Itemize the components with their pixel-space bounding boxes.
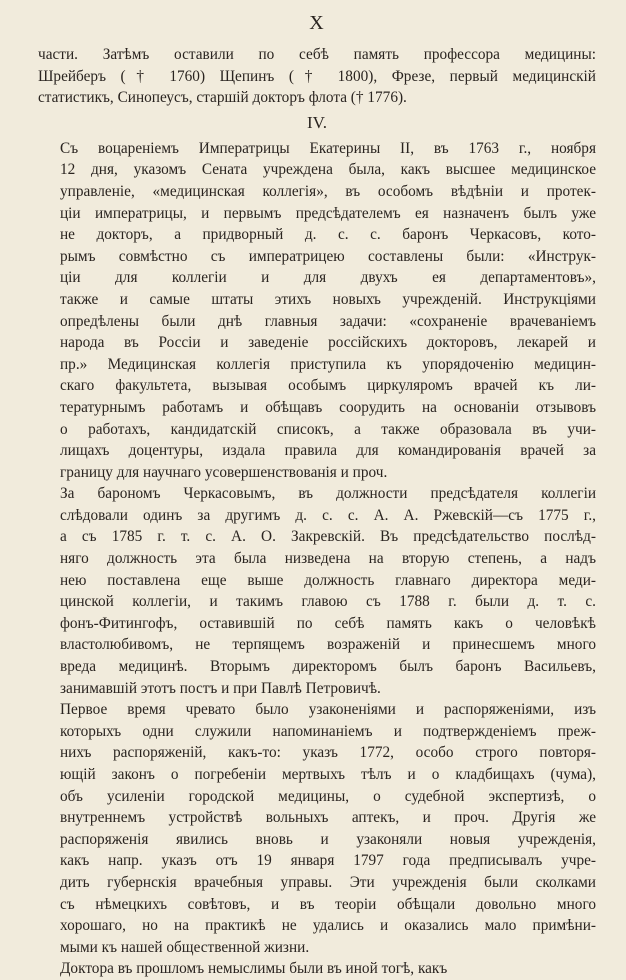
text-line: внутреннемъ устройствѣ вольныхъ аптекъ, и проч. Другія же [60, 809, 596, 827]
text-line: вреда медицинѣ. Вторымъ директоромъ былъ баронъ Васильевъ, [60, 658, 596, 676]
paragraph [38, 958, 596, 980]
text-line: ціи для коллегіи и для двухъ ея департаментовъ», [60, 269, 596, 287]
text-line: которыхъ одни служили напоминаніемъ и подтвержденіемъ преж- [60, 722, 596, 740]
text-line: занимавшій этотъ постъ и при Павлѣ Петровичѣ. [60, 679, 381, 697]
text-line: границу для научнаго усовершенствованія и проч. [60, 463, 388, 481]
text-line: хорошаго, но на практикѣ не удались и оказались мало примѣни- [60, 917, 596, 935]
text-line: не докторъ, а придворный д. с. с. баронъ Черкасовъ, кото- [60, 226, 596, 244]
text-line: ціи императрицы, и первымъ предсѣдателемъ ея назначенъ былъ уже [60, 204, 596, 222]
paragraph [38, 44, 596, 109]
text-line: также и самые штаты этихъ новыхъ учрежденій. Инструкціями [60, 290, 596, 308]
text-line: дить губернскія врачебныя управы. Эти учрежденія были сколками [60, 873, 596, 891]
text-line: статистикъ, Синопеусъ, старшій докторъ флота († 1776). [38, 89, 407, 107]
text-line: тературнымъ работамъ и обѣщавъ соорудить на основаніи отзывовъ [60, 398, 596, 416]
body-text [38, 44, 596, 980]
text-line: слѣдовали одинъ за другимъ д. с. с. А. А. Ржевскій—съ 1775 г., [60, 506, 596, 524]
text-line: цинской коллегіи, и такимъ главою съ 1788 г. были д. т. с. [60, 593, 596, 611]
text-line: распоряженія явились вновь и узаконяли новыя учрежденія, [60, 830, 596, 848]
text-line: Первое время чревато было узаконеніями и распоряженіями, изъ [60, 701, 596, 719]
text-line: фонъ-Фитингофъ, оставившій по себѣ память какъ о человѣкѣ [60, 614, 596, 632]
section-heading: IV. [307, 112, 327, 132]
text-line: объ усиленіи городской медицины, о судебной экспертизѣ, о [60, 787, 596, 805]
page-number: X [309, 12, 325, 34]
text-line: пр.» Медицинская коллегія приступила къ упорядоченію медицин- [60, 355, 596, 373]
text-line: опредѣлены были днѣ главныя задачи: «сохраненіе врачеваніемъ [60, 312, 596, 330]
text-line: какъ напр. указъ отъ 19 января 1797 года предписывалъ учре- [60, 852, 596, 870]
text-line: рымъ совмѣстно съ императрицею составлены были: «Инструк- [60, 247, 596, 265]
text-line: Съ воцареніемъ Императрицы Екатерины II, въ 1763 г., ноября [60, 139, 596, 157]
text-line: Шрейберъ († 1760) Щепинъ († 1800), Фрезе, первый медицинскій [38, 67, 596, 85]
text-line: За барономъ Черкасовымъ, въ должности предсѣдателя коллегіи [60, 485, 596, 503]
text-line: части. Затѣмъ оставили по себѣ память профессора медицины: [38, 46, 596, 63]
text-line: а съ 1785 г. т. с. А. О. Закревскій. Въ предсѣдательство послѣд- [60, 528, 596, 546]
paragraph [38, 138, 596, 484]
text-line: о работахъ, кандидатскій списокъ, а также образовала въ учи- [60, 420, 596, 438]
text-line: мыми къ нашей общественной жизни. [60, 938, 310, 956]
text-line: 12 дня, указомъ Сената учреждена была, какъ высшее медицинское [60, 161, 596, 179]
paragraph [38, 483, 596, 699]
text-line: властолюбивомъ, не терпящемъ возраженій и принесшемъ много [60, 636, 596, 654]
text-line: нихъ распоряженій, какъ-то: указъ 1772, особо строго повторя- [60, 744, 596, 762]
text-line: няго должность эта была низведена на вторую степень, а надъ [60, 550, 596, 568]
text-line: народа въ Россіи и заведеніе россійскихъ докторовъ, лекарей и [60, 334, 596, 352]
text-line: лищахъ доцентуры, издала правила для командированія врачей за [60, 442, 596, 460]
text-line: Доктора въ прошломъ немыслимы были въ иной тогѣ, какъ [60, 960, 448, 978]
paragraph [38, 699, 596, 958]
text-line: управленіе, «медицинская коллегія», въ особомъ вѣдѣніи и протек- [60, 182, 596, 200]
text-line: нею поставлена еще выше должность главнаго директора меди- [60, 571, 596, 589]
text-line: скаго факультета, вызывая особымъ циркуляромъ врачей къ ли- [60, 377, 596, 395]
text-line: ющій законъ о погребеніи мертвыхъ тѣлъ и о кладбищахъ (чума), [60, 766, 596, 783]
text-line: съ нѣмецкихъ совѣтовъ, и въ теоріи обѣщали довольно много [60, 895, 596, 913]
